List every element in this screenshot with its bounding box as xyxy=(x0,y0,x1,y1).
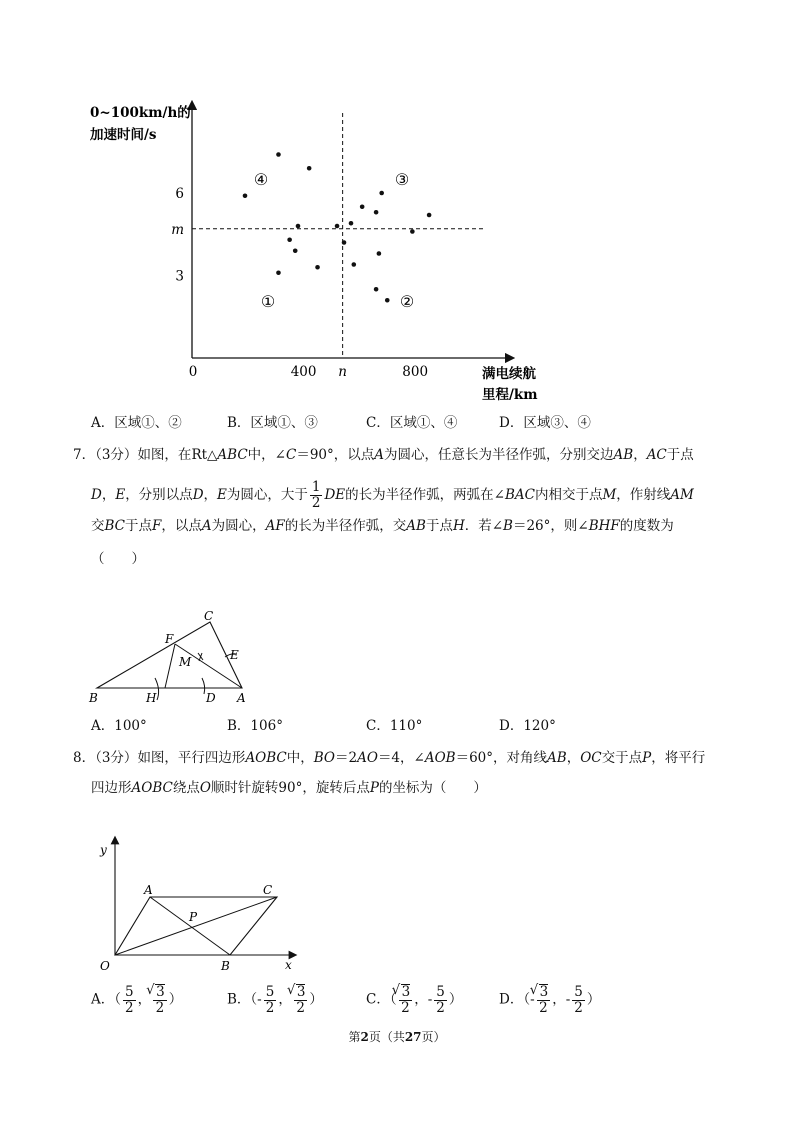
scatter-point xyxy=(385,298,390,303)
q8-label-a: A xyxy=(144,883,153,897)
q7-line-4: （ ） xyxy=(91,551,145,567)
y-tick-label-m: m xyxy=(171,221,184,238)
x-axis-title-line1: 满电续航 xyxy=(482,366,536,382)
scatter-point xyxy=(276,152,281,157)
scatter-point xyxy=(315,265,320,270)
region-label-4: ④ xyxy=(253,170,269,189)
scatter-point xyxy=(307,166,312,171)
q6-option-d[interactable]: D．区域③、④ xyxy=(499,415,591,431)
label-d: D xyxy=(206,691,216,705)
q8-label-o: O xyxy=(100,959,110,973)
y-axis-title-line2: 加速时间/s xyxy=(90,127,157,143)
region-label-2: ② xyxy=(399,292,415,311)
scatter-point xyxy=(342,240,347,245)
diagonal-oc xyxy=(115,897,277,955)
label-h: H xyxy=(146,691,157,705)
x-marker-n-label: n xyxy=(338,364,347,380)
scatter-point xyxy=(287,237,292,242)
scatter-chart xyxy=(80,95,550,415)
q7-line-1: 7．（3分）如图，在Rt△ABC中，∠C＝90°，以点A为圆心，任意长为半径作弧，分别交边AB，AC于点 xyxy=(73,447,694,463)
q7-line-3: 交BC于点F，以点A为圆心，AF的长为半径作弧，交AB于点H．若∠B＝26°，则∠BHF的度数为 xyxy=(91,518,674,534)
q7-fraction-half: $\frac{1}{2}$ xyxy=(311,479,321,511)
q7-option-d[interactable]: D．120° xyxy=(499,718,556,734)
arc-d xyxy=(202,678,205,694)
q6-option-b[interactable]: B．区域①、③ xyxy=(227,415,318,431)
scatter-point xyxy=(296,224,301,229)
q8-label-c: C xyxy=(263,883,273,897)
label-b: B xyxy=(89,691,98,705)
scatter-point xyxy=(243,193,248,198)
scatter-point xyxy=(335,224,340,229)
q6-option-a[interactable]: A．区域①、② xyxy=(91,415,182,431)
q7-triangle-figure xyxy=(85,608,260,708)
q8-option-a[interactable]: A．（ $\frac{5}{2}$ ， √ $\frac{3}{2}$ ） xyxy=(91,984,182,1016)
y-tick-label: 3 xyxy=(175,268,184,285)
region-label-1: ① xyxy=(260,292,276,311)
scatter-point xyxy=(379,191,384,196)
scatter-point xyxy=(276,270,281,275)
q8-label-y: y xyxy=(100,843,107,857)
page-footer: 第2页（共27页） xyxy=(348,1030,446,1044)
q8-option-b[interactable]: B．（- $\frac{5}{2}$ ， √ $\frac{3}{2}$ ） xyxy=(227,984,323,1016)
x-axis-title-line2: 里程/km xyxy=(482,387,538,403)
label-m: M xyxy=(179,655,192,669)
segment-fh xyxy=(165,644,175,688)
q8-line-1: 8．（3分）如图，平行四边形AOBC中，BO＝2AO＝4，∠AOB＝60°，对角线AB，OC交于点P，将平行 xyxy=(73,750,706,766)
label-f: F xyxy=(165,632,174,646)
label-e: E xyxy=(230,648,239,662)
x-tick-label: 400 xyxy=(290,364,317,380)
q8-line-2: 四边形AOBC绕点O顺时针旋转90°，旋转后点P的坐标为（ ） xyxy=(91,780,487,796)
q7-option-b[interactable]: B．106° xyxy=(227,718,283,734)
y-axis-title-line1: 0~100km/h的 xyxy=(90,105,191,121)
y-tick-label: 6 xyxy=(175,186,184,202)
q7-line-2: D，E，分别以点D，E为圆心，大于 $\frac{1}{2}$ DE的长为半径作弧，两弧在∠BAC内相交于点M，作射线AM xyxy=(91,479,694,511)
q8-option-c[interactable]: C．（ √ $\frac{3}{2}$ ，- $\frac{5}{2}$ ） xyxy=(366,984,462,1016)
x-tick-label: 0 xyxy=(188,364,198,380)
scatter-point xyxy=(360,204,365,209)
scatter-point xyxy=(349,221,354,226)
q6-option-c[interactable]: C．区域①、④ xyxy=(366,415,458,431)
scatter-point xyxy=(293,248,298,253)
x-tick-label: 800 xyxy=(402,364,429,380)
label-a: A xyxy=(237,691,246,705)
scatter-point xyxy=(377,251,382,256)
q7-option-c[interactable]: C．110° xyxy=(366,718,423,734)
q7-option-a[interactable]: A．100° xyxy=(91,718,147,734)
region-label-3: ③ xyxy=(394,170,410,189)
scatter-point xyxy=(427,213,432,218)
q8-option-d[interactable]: D．（- √ $\frac{3}{2}$ ，- $\frac{5}{2}$ ） xyxy=(499,984,600,1016)
scatter-point xyxy=(351,262,356,267)
q8-label-b: B xyxy=(221,959,230,973)
q8-options xyxy=(91,984,651,1034)
q8-label-x: x xyxy=(285,958,292,972)
scatter-point xyxy=(410,229,415,234)
label-c: C xyxy=(204,609,214,623)
q8-parallelogram-figure xyxy=(90,834,305,979)
q8-label-p: P xyxy=(189,910,198,924)
scatter-point xyxy=(374,287,379,292)
diagonal-ab xyxy=(150,897,230,955)
scatter-point xyxy=(374,210,379,215)
